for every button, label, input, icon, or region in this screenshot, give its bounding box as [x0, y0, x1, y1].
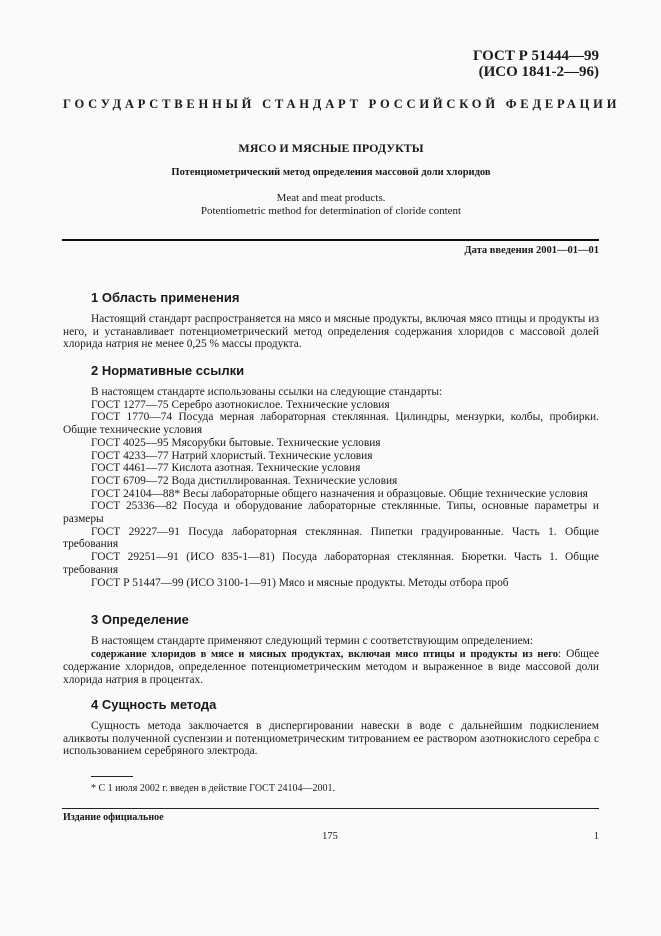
section-2-heading: 2 Нормативные ссылки [91, 363, 245, 378]
section-1-text: Настоящий стандарт распространяется на мясо и мясные продукты, включая мясо птицы и продукты из него, и устанавливает потенциометрический метод определения содержания хлоридов с массовой долей хлорида натрия не менее 0,25 % массы продукта. [63, 313, 599, 351]
standard-code-iso: (ИСО 1841-2—96) [478, 64, 599, 80]
reference-item: ГОСТ 4025—95 Мясорубки бытовые. Технические условия [91, 436, 381, 449]
document-subtitle: Потенциометрический метод определения массовой доли хлоридов [171, 167, 491, 178]
footnote-separator [91, 776, 133, 777]
official-edition-label: Издание официальное [63, 812, 164, 823]
document-title: МЯСО И МЯСНЫЕ ПРОДУКТЫ [238, 141, 424, 155]
section-4-text: Сущность метода заключается в диспергировании навески в воде с дальнейшим подкислением аликвоты полученной суспензии и потенциометрическим титрованием ее раствором азотнокислого серебра с использованием серебряного электрода. [63, 720, 599, 758]
defined-term: содержание хлоридов в мясе и мясных продуктах, включая мясо птицы и продукты из него [91, 648, 559, 660]
section-1-heading: 1 Область применения [91, 290, 240, 305]
definition-paragraph [63, 648, 599, 687]
reference-item: ГОСТ 1277—75 Серебро азотнокислое. Технические условия [91, 398, 390, 411]
definition-intro: В настоящем стандарте применяют следующий термин с соответствующим определением: [91, 635, 534, 647]
header-divider [62, 239, 599, 241]
page-number-right: 1 [593, 831, 599, 842]
reference-item: ГОСТ Р 51447—99 (ИСО 3100-1—91) Мясо и мясные продукты. Методы отбора проб [91, 576, 509, 589]
reference-item: ГОСТ 25336—82 Посуда и оборудование лабораторные стеклянные. Типы, основные параметры и размеры [63, 500, 599, 526]
reference-item: ГОСТ 4461—77 Кислота азотная. Технические условия [91, 462, 361, 475]
reference-item: ГОСТ 29227—91 Посуда лабораторная стеклянная. Пипетки градуированные. Часть 1. Общие требования [63, 525, 599, 551]
english-title-line1: Meat and meat products. [276, 192, 386, 204]
footnote: * С 1 июля 2002 г. введен в действие ГОСТ 24104—2001. [91, 783, 335, 794]
section-3-heading: 3 Определение [91, 612, 189, 627]
english-title [63, 192, 599, 218]
term-definition: : Общее содержание хлоридов, определенное потенциометрическим методом и выраженное в виде массовой доли хлорида натрия в процентах. [63, 647, 600, 687]
reference-item: ГОСТ 24104—88* Весы лабораторные общего назначения и образцовые. Общие технические условия [91, 487, 588, 500]
gov-standard-title: ГОСУДАРСТВЕННЫЙ СТАНДАРТ РОССИЙСКОЙ ФЕДЕРАЦИИ [63, 97, 621, 111]
section-4-heading: 4 Сущность метода [91, 697, 217, 712]
section-3-body [63, 635, 599, 687]
reference-item: ГОСТ 4233—77 Натрий хлористый. Технические условия [91, 449, 373, 462]
date-of-introduction: Дата введения 2001—01—01 [464, 245, 599, 256]
reference-item: ГОСТ 1770—74 Посуда мерная лабораторная стеклянная. Цилиндры, мензурки, колбы, пробирки. Общие технические условия [63, 411, 599, 437]
references-intro: В настоящем стандарте использованы ссылки на следующие стандарты: [91, 386, 443, 398]
footer-divider [62, 808, 599, 809]
reference-item: ГОСТ 29251—91 (ИСО 835-1—81) Посуда лабораторная стеклянная. Бюретки. Часть 1. Общие требования [63, 551, 599, 576]
reference-item: ГОСТ 6709—72 Вода дистиллированная. Технические условия [91, 474, 398, 487]
standard-code-gost: ГОСТ Р 51444—99 [472, 48, 599, 64]
references-block [63, 386, 599, 589]
page-number-center: 175 [322, 831, 338, 842]
standard-code [473, 48, 599, 80]
english-title-line2: Potentiometric method for determination of cloride content [200, 205, 462, 217]
